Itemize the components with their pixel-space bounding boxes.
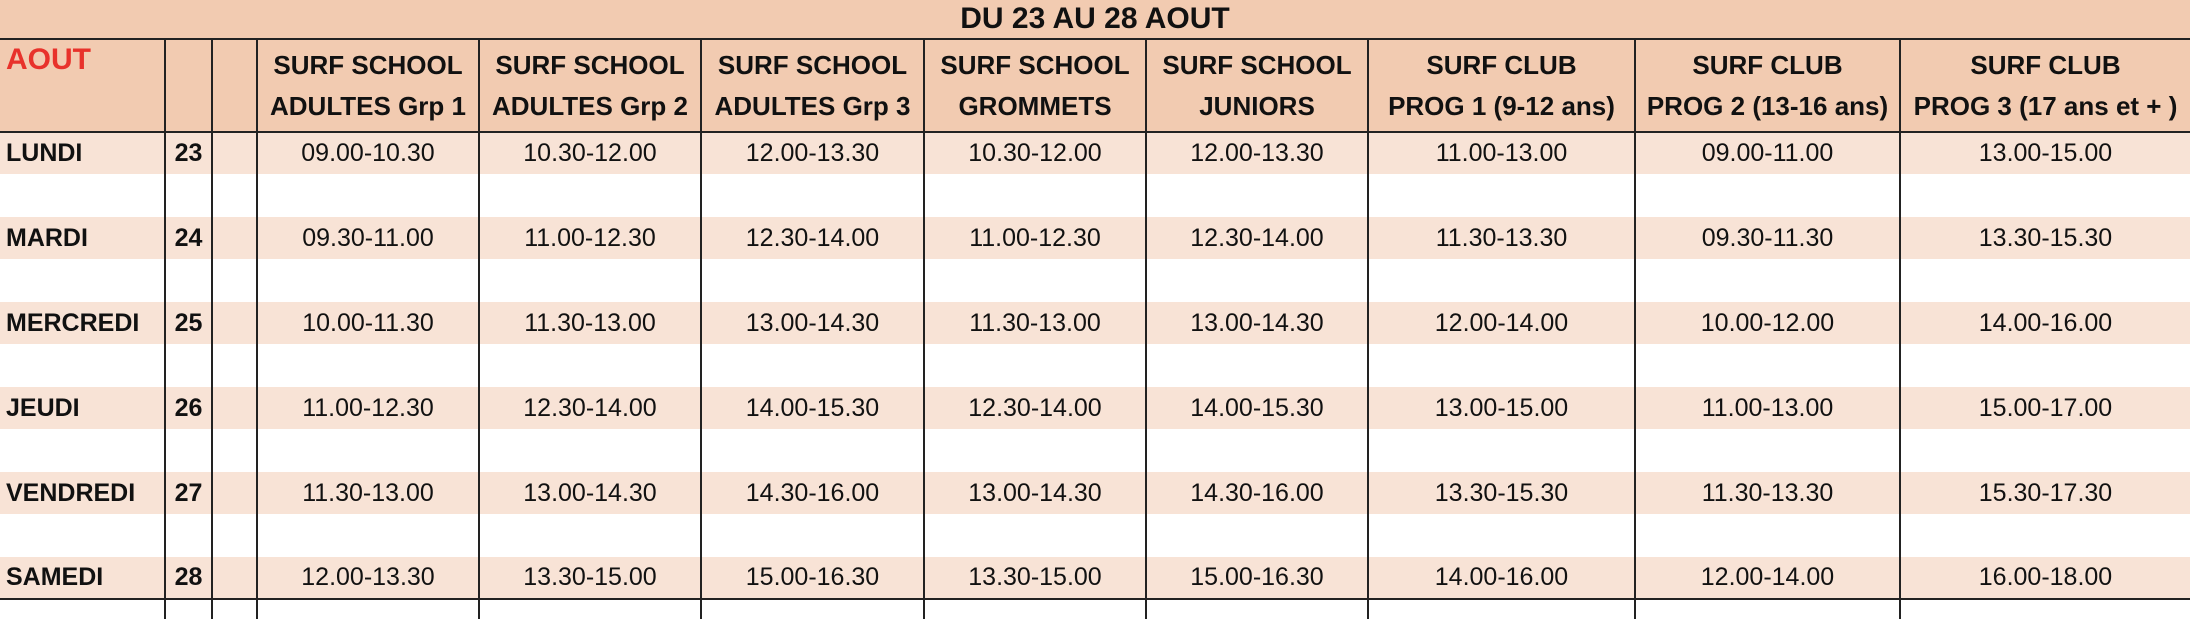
empty-cell [479,599,701,619]
empty-cell [1900,259,2190,302]
schedule-body [0,132,2190,619]
empty-cell [212,599,257,619]
date-cell: 28 [165,557,212,599]
time-slot-cell: 11.30-13.30 [1635,472,1900,514]
empty-cell [1146,514,1368,557]
empty-cell [924,174,1146,217]
time-slot-cell: 10.30-12.00 [924,132,1146,174]
column-header [924,40,1146,132]
spacer-row [0,429,2190,472]
day-cell: JEUDI [0,387,165,429]
column-header-line2: ADULTES Grp 3 [714,90,911,121]
empty-cell [165,344,212,387]
column-header-line1: SURF CLUB [1970,49,2121,80]
empty-cell [924,599,1146,619]
time-slot-cell: 16.00-18.00 [1900,557,2190,599]
table-row [0,302,2190,344]
empty-cell [1368,344,1635,387]
time-slot-cell: 14.00-16.00 [1900,302,2190,344]
time-slot-cell: 12.00-13.30 [1146,132,1368,174]
time-slot-cell: 13.00-14.30 [701,302,924,344]
time-slot-cell: 13.00-14.30 [479,472,701,514]
time-slot-cell: 14.00-15.30 [701,387,924,429]
time-slot-cell: 11.00-12.30 [257,387,479,429]
empty-cell [1368,259,1635,302]
empty-cell [257,514,479,557]
empty-cell [1635,174,1900,217]
time-slot-cell: 11.00-13.00 [1635,387,1900,429]
time-slot-cell: 11.30-13.00 [257,472,479,514]
time-slot-cell: 12.00-13.30 [701,132,924,174]
date-cell: 25 [165,302,212,344]
day-cell: SAMEDI [0,557,165,599]
column-header [1146,40,1368,132]
spacer-row [0,259,2190,302]
time-slot-cell: 09.30-11.30 [1635,217,1900,259]
empty-cell [212,514,257,557]
empty-cell [1635,599,1900,619]
time-slot-cell: 14.00-16.00 [1368,557,1635,599]
empty-cell [1368,514,1635,557]
time-slot-cell: 13.30-15.30 [1900,217,2190,259]
time-slot-cell: 15.00-16.30 [701,557,924,599]
schedule-table [0,40,2190,619]
empty-cell [1635,344,1900,387]
empty-cell [479,429,701,472]
empty-cell [1635,259,1900,302]
empty-cell [212,174,257,217]
table-row [0,387,2190,429]
empty-cell [479,259,701,302]
column-header-line2: PROG 2 (13-16 ans) [1646,90,1889,121]
empty-cell [1146,599,1368,619]
day-cell: VENDREDI [0,472,165,514]
empty-cell [0,429,165,472]
time-slot-cell: 09.00-11.00 [1635,132,1900,174]
column-header-line1: SURF SCHOOL [273,49,463,80]
column-header-line2: JUNIORS [1199,90,1315,121]
day-cell: MERCREDI [0,302,165,344]
time-slot-cell: 11.30-13.00 [479,302,701,344]
empty-cell [257,344,479,387]
spacer-row [0,514,2190,557]
time-slot-cell: 09.30-11.00 [257,217,479,259]
empty-cell [1146,174,1368,217]
empty-cell [701,174,924,217]
empty-cell [701,259,924,302]
column-header-line1: SURF CLUB [1426,49,1577,80]
column-header [1900,40,2190,132]
column-header-line2: ADULTES Grp 2 [492,90,688,121]
time-slot-cell: 13.00-14.30 [924,472,1146,514]
time-slot-cell: 13.30-15.00 [924,557,1146,599]
date-cell: 26 [165,387,212,429]
table-row [0,557,2190,599]
time-slot-cell: 12.30-14.00 [1146,217,1368,259]
time-slot-cell: 13.30-15.30 [1368,472,1635,514]
date-column-header [165,40,212,132]
empty-cell [1368,429,1635,472]
day-cell: MARDI [0,217,165,259]
empty-cell [0,344,165,387]
time-slot-cell: 12.30-14.00 [479,387,701,429]
time-slot-cell: 14.00-15.30 [1146,387,1368,429]
column-header-line1: SURF SCHOOL [717,49,908,80]
time-slot-cell: 10.30-12.00 [479,132,701,174]
time-slot-cell: 12.00-14.00 [1368,302,1635,344]
empty-cell [165,429,212,472]
spacer-row [0,174,2190,217]
blank-column-header [212,40,257,132]
empty-cell [924,514,1146,557]
empty-cell [1146,344,1368,387]
empty-cell [1146,259,1368,302]
column-header-line2: PROG 3 (17 ans et + ) [1913,90,2178,121]
empty-cell [212,429,257,472]
empty-cell [257,259,479,302]
empty-cell [924,259,1146,302]
time-slot-cell: 15.00-17.00 [1900,387,2190,429]
column-header-line2: ADULTES Grp 1 [270,90,466,121]
empty-cell [165,259,212,302]
time-slot-cell: 12.30-14.00 [701,217,924,259]
empty-cell [165,514,212,557]
empty-cell [1900,514,2190,557]
time-slot-cell: 10.00-11.30 [257,302,479,344]
time-slot-cell: 12.00-14.00 [1635,557,1900,599]
sheet-title: DU 23 AU 28 AOUT [0,0,2190,40]
date-cell: 23 [165,132,212,174]
header-row [0,40,2190,132]
blank-cell [212,302,257,344]
blank-cell [212,132,257,174]
time-slot-cell: 11.00-12.30 [479,217,701,259]
empty-cell [479,514,701,557]
empty-cell [165,599,212,619]
empty-cell [701,514,924,557]
empty-cell [924,429,1146,472]
empty-cell [1900,429,2190,472]
day-cell: LUNDI [0,132,165,174]
column-header-line1: SURF SCHOOL [495,49,685,80]
date-cell: 24 [165,217,212,259]
spacer-row [0,344,2190,387]
time-slot-cell: 11.30-13.30 [1368,217,1635,259]
spacer-row [0,599,2190,619]
empty-cell [701,344,924,387]
blank-cell [212,557,257,599]
column-header-line1: SURF SCHOOL [1162,49,1352,80]
empty-cell [1900,344,2190,387]
column-header [701,40,924,132]
empty-cell [924,344,1146,387]
empty-cell [479,174,701,217]
column-header [257,40,479,132]
column-header-line1: SURF CLUB [1692,49,1843,80]
time-slot-cell: 13.00-14.30 [1146,302,1368,344]
time-slot-cell: 15.30-17.30 [1900,472,2190,514]
column-header-line2: PROG 1 (9-12 ans) [1388,90,1615,121]
empty-cell [1635,514,1900,557]
empty-cell [0,259,165,302]
time-slot-cell: 15.00-16.30 [1146,557,1368,599]
empty-cell [165,174,212,217]
table-row [0,217,2190,259]
empty-cell [1900,174,2190,217]
empty-cell [257,599,479,619]
column-header-line1: SURF SCHOOL [940,49,1130,80]
column-header [1368,40,1635,132]
time-slot-cell: 14.30-16.00 [701,472,924,514]
empty-cell [212,344,257,387]
time-slot-cell: 11.00-13.00 [1368,132,1635,174]
column-header-line2: GROMMETS [958,90,1112,121]
empty-cell [1635,429,1900,472]
empty-cell [257,174,479,217]
time-slot-cell: 11.00-12.30 [924,217,1146,259]
time-slot-cell: 13.30-15.00 [479,557,701,599]
table-row [0,472,2190,514]
blank-cell [212,217,257,259]
time-slot-cell: 14.30-16.00 [1146,472,1368,514]
time-slot-cell: 11.30-13.00 [924,302,1146,344]
empty-cell [1368,174,1635,217]
empty-cell [0,599,165,619]
time-slot-cell: 13.00-15.00 [1368,387,1635,429]
empty-cell [1900,599,2190,619]
table-row [0,132,2190,174]
empty-cell [1146,429,1368,472]
date-cell: 27 [165,472,212,514]
blank-cell [212,472,257,514]
time-slot-cell: 12.00-13.30 [257,557,479,599]
time-slot-cell: 10.00-12.00 [1635,302,1900,344]
column-header [1635,40,1900,132]
month-label: AOUT [0,40,165,132]
time-slot-cell: 09.00-10.30 [257,132,479,174]
empty-cell [212,259,257,302]
time-slot-cell: 12.30-14.00 [924,387,1146,429]
empty-cell [257,429,479,472]
empty-cell [479,344,701,387]
column-header [479,40,701,132]
empty-cell [701,429,924,472]
empty-cell [1368,599,1635,619]
blank-cell [212,387,257,429]
empty-cell [0,174,165,217]
empty-cell [701,599,924,619]
empty-cell [0,514,165,557]
time-slot-cell: 13.00-15.00 [1900,132,2190,174]
